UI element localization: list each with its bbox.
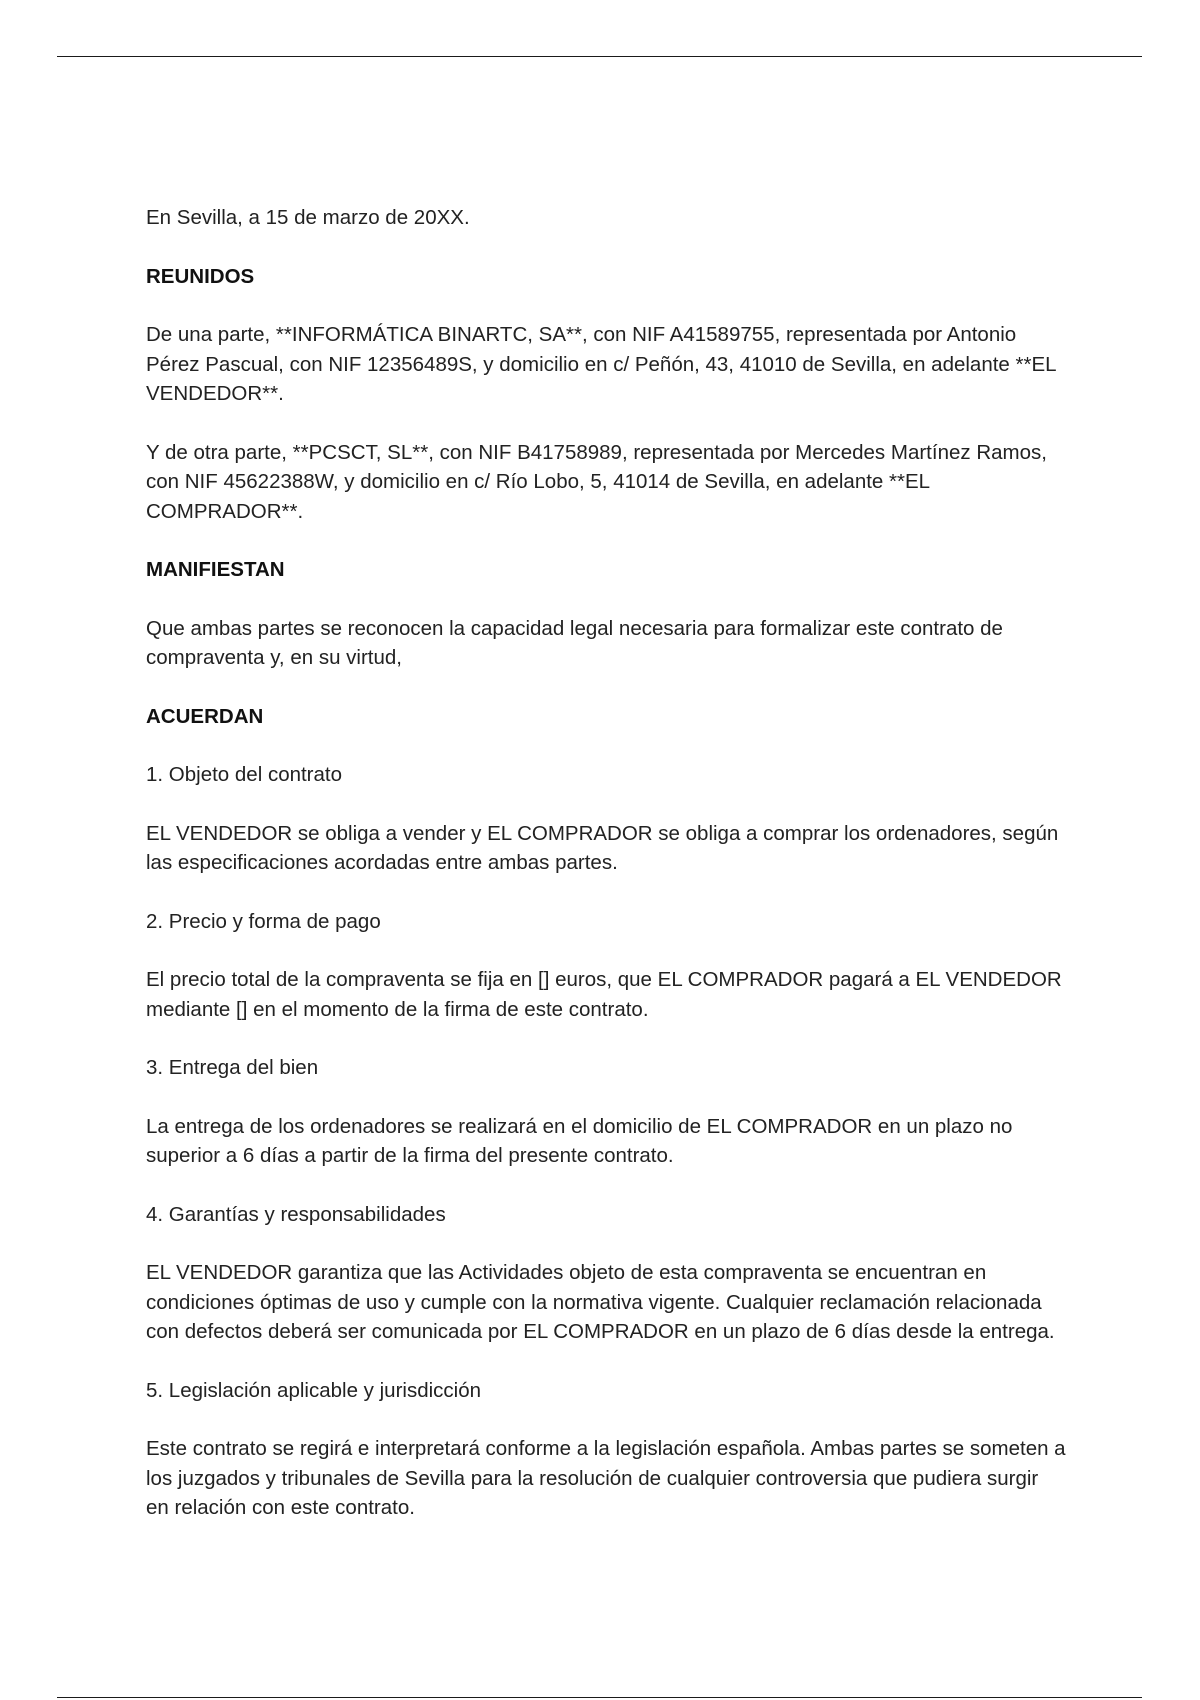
clause-1-title: 1. Objeto del contrato bbox=[146, 763, 343, 786]
top-rule bbox=[57, 56, 1142, 57]
heading-reunidos: REUNIDOS bbox=[146, 264, 255, 288]
clause-2-body: El precio total de la compraventa se fija en [] euros, que EL COMPRADOR pagará a EL VENDEDOR mediante [] en el momento de la firma de este contrato. bbox=[146, 968, 1062, 1021]
bottom-rule bbox=[57, 1697, 1142, 1698]
heading-manifiestan: MANIFIESTAN bbox=[146, 558, 285, 581]
clause-4-title: 4. Garantías y responsabilidades bbox=[146, 1202, 446, 1226]
clause-3-body: La entrega de los ordenadores se realizará en el domicilio de EL COMPRADOR en un plazo no superior a 6 días a partir de la firma del presente contrato. bbox=[146, 1114, 1013, 1167]
heading-acuerdan: ACUERDAN bbox=[146, 704, 264, 728]
clause-5-body: Este contrato se regirá e interpretará conforme a la legislación española. Ambas partes se someten a los juzgados y tribunales de Sevilla para la resolución de cualquier controversia que pudiera surgir en relación con este contrato. bbox=[146, 1437, 1066, 1519]
party-seller: De una parte, **INFORMÁTICA BINARTC, SA**, con NIF A41589755, representada por Antonio Pérez Pascual, con NIF 12356489S, y domicilio en c/ Peñón, 43, 41010 de Sevilla, en adelante **EL VENDEDOR**. bbox=[146, 323, 1056, 405]
date-line: En Sevilla, a 15 de marzo de 20XX. bbox=[146, 206, 470, 229]
clause-2-title: 2. Precio y forma de pago bbox=[146, 909, 381, 933]
party-buyer: Y de otra parte, **PCSCT, SL**, con NIF B41758989, representada por Mercedes Martínez Ramos, con NIF 45622388W, y domicilio en c/ Río Lobo, 5, 41014 de Sevilla, en adelante **EL COMPRADOR**. bbox=[146, 440, 1047, 523]
contract-body bbox=[146, 203, 1066, 1552]
clause-5-title: 5. Legislación aplicable y jurisdicción bbox=[146, 1378, 482, 1402]
clause-1-body: EL VENDEDOR se obliga a vender y EL COMPRADOR se obliga a comprar los ordenadores, según las especificaciones acordadas entre ambas partes. bbox=[146, 821, 1059, 874]
clause-4-body: EL VENDEDOR garantiza que las Actividades objeto de esta compraventa se encuentran en condiciones óptimas de uso y cumple con la normativa vigente. Cualquier reclamación relacionada con defectos deberá ser comunicada por EL COMPRADOR en un plazo de 6 días desde la entrega. bbox=[146, 1261, 1055, 1343]
manifest-text: Que ambas partes se reconocen la capacidad legal necesaria para formalizar este contrato de compraventa y, en su virtud, bbox=[146, 616, 1003, 669]
clause-3-title: 3. Entrega del bien bbox=[146, 1056, 319, 1079]
